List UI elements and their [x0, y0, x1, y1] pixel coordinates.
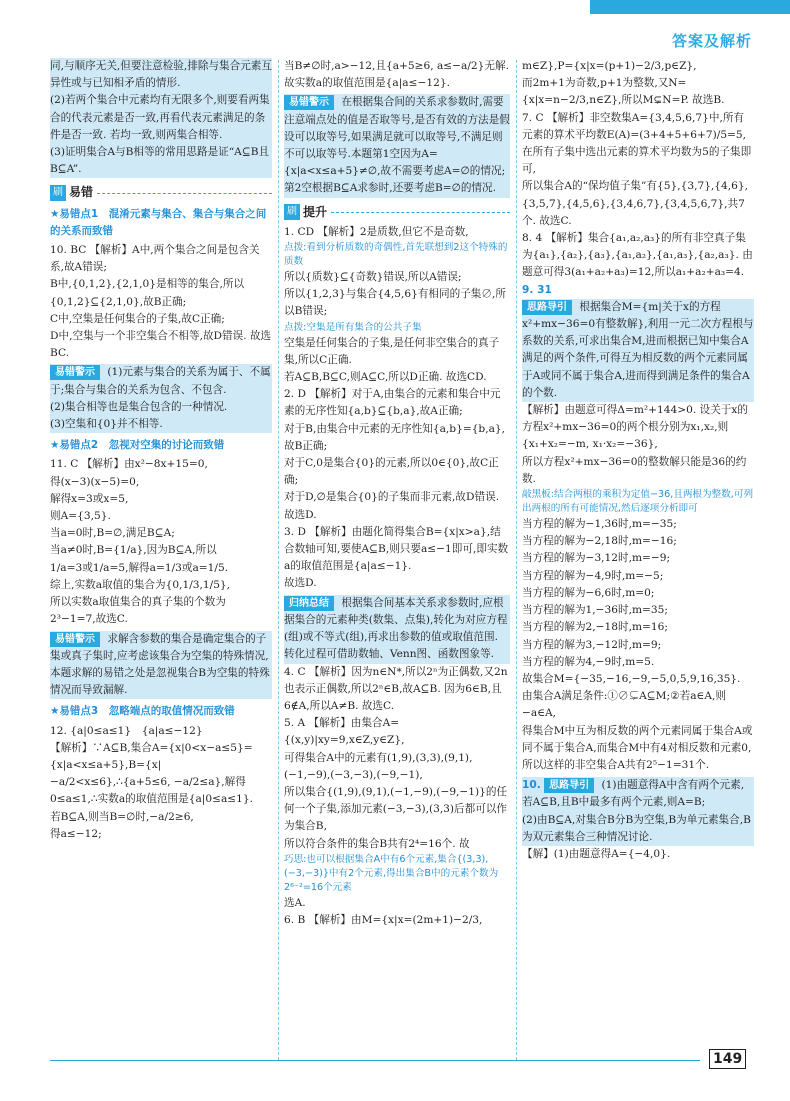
- header-ribbon: [590, 0, 790, 14]
- guide-text: (2)由B⊆A,对集合B分B为空集,B为单元素集合,B为双元素集合三种情况讨论.: [522, 813, 751, 843]
- answer-line: 在所有子集中选出元素的算术平均数为5的子集即可,: [522, 146, 752, 176]
- answer-line: 1. CD 【解析】2是质数,但它不是奇数,: [284, 225, 469, 238]
- answer-line: 11. C 【解析】由x²−8x+15=0,: [50, 458, 208, 471]
- answer-line: 则A={3,5}.: [50, 510, 111, 523]
- answer-line: 【解析】由题意可得Δ=m²+144>0. 设关于x的方程x²+mx−36=0的两个根分别为x₁,x₂,则{x₁+x₂=−m, x₁·x₂=−36},: [522, 404, 748, 451]
- answer-line: 12. {a|0≤a≤1} {a|a≤−12}: [50, 724, 203, 737]
- answer-line: 10. BC 【解析】A中,两个集合之间是包含关系,故A错误;: [50, 244, 260, 274]
- intro-paragraph: (2)若两个集合中元素均有无限多个,则要看两集合的代表元素是否一致,再看代表元素满足的条件是否一致. 若均一致,则两集合相等.: [50, 92, 272, 144]
- warning-tag: 易错警示: [50, 365, 100, 380]
- answer-line: 2³−1=7,故选C.: [50, 613, 128, 626]
- answer-line: 所以集合{(1,9),(9,1),(−1,−9),(−9,−1)}的任何一个子集,添加元素(−3,−3),(3,3)后都可以作为集合B,: [284, 785, 508, 833]
- warning-text: 求解含参数的集合是确定集合的子集或真子集时,应考虑该集合为空集的特殊情况,本题求解的易错之处是忽视集合B为空集的特殊情况而导致漏解.: [50, 632, 270, 697]
- answer-line: 当a≠0时,B={1/a},因为B⊆A,所以: [50, 544, 217, 557]
- answer-line: 故集合M={−35,−16,−9,−5,0,5,9,16,35}.: [522, 672, 741, 685]
- error-point-heading: ★易错点3 忽略端点的取值情况而致错: [50, 705, 235, 718]
- column-right: [522, 58, 754, 863]
- answer-line: 所以这样的非空集合A共有2⁵−1=31个.: [522, 758, 710, 771]
- error-warning-box: [50, 364, 272, 433]
- answer-line: 当B≠∅时,a>−12,且{a+5≥6, a≤−a/2}无解.: [284, 60, 509, 72]
- tip-note: 巧思:也可以根据集合A中有6个元素,集合{(3,3),(−3,−3)}中有2个元素,得出集合B中的元素个数为2⁶⁻²=16个元素: [284, 853, 499, 893]
- answer-line: 当方程的解为1,−36时,m=35;: [522, 604, 668, 617]
- answer-line: 故选D.: [284, 508, 317, 521]
- answer-line: 1/a=3或1/a=5,解得a=1/3或a=1/5.: [50, 561, 229, 574]
- answer-line: 得a≤−12;: [50, 827, 102, 840]
- answer-line: m∈Z},P={x|x=(p+1)−2/3,p∈Z},: [522, 60, 697, 72]
- warning-text: (1)元素与集合的关系为属于、不属于;集合与集合的关系为包含、不包含.: [50, 366, 271, 396]
- answer-line: 当方程的解为−2,18时,m=−16;: [522, 535, 677, 548]
- answer-line: 当方程的解为−1,36时,m=−35;: [522, 518, 677, 531]
- answer-line: 当方程的解为3,−12时,m=9;: [522, 638, 662, 651]
- answer-line: 可得集合A中的元素有(1,9),(3,3),(9,1),(−1,−9),(−3,−3),(−9,−1),: [284, 751, 473, 781]
- answer-line: 所以符合条件的集合B共有2⁴=16个. 故: [284, 837, 470, 850]
- summary-tag: 归纳总结: [284, 596, 334, 611]
- warning-tag: 易错警示: [284, 95, 334, 110]
- answer-line: 当方程的解为−3,12时,m=−9;: [522, 552, 671, 565]
- section-label: 易错: [69, 185, 94, 200]
- answer-line: 当a=0时,B=∅,满足B⊆A;: [50, 527, 175, 540]
- question-number: 9. 31: [522, 283, 552, 296]
- answer-line: 而2m+1为奇数,p+1为整数,又N={x|x=n−2/3,n∈Z},所以M⊊N=P. 故选B.: [522, 77, 725, 107]
- tip-note: 点拨:看到分析质数的奇偶性,首先联想到2这个特殊的质数: [284, 242, 508, 268]
- answer-line: 对于C,0是集合{0}的元素,所以0∈{0},故C正确;: [284, 457, 499, 487]
- intro-paragraph: 同,与顺序无关,但要注意检验,排除与集合元素互异性或与已知相矛盾的情形.: [50, 58, 272, 92]
- answer-line: C中,空集是任何集合的子集,故C正确;: [50, 312, 225, 325]
- tip-note: 点拨:空集是所有集合的公共子集: [284, 321, 422, 333]
- question-number: 10.: [522, 779, 541, 792]
- answer-line: 综上,实数a取值的集合为{0,1/3,1/5},: [50, 578, 231, 591]
- answer-line: 当方程的解为2,−18时,m=16;: [522, 621, 668, 634]
- error-point-heading: ★易错点1 混淆元素与集合、集合与集合之间的关系而致错: [50, 207, 267, 237]
- answer-line: 若A⊆B,B⊆C,则A⊆C,所以D正确. 故选CD.: [284, 371, 487, 384]
- column-middle: [284, 58, 510, 929]
- brush-icon: 刷: [50, 185, 66, 201]
- page-number: 149: [709, 1049, 746, 1069]
- section-rule: [97, 193, 272, 194]
- answer-line: 当方程的解为−6,6时,m=0;: [522, 586, 655, 599]
- answer-line: 解得x=3或x=5,: [50, 492, 129, 505]
- guide-box: [522, 777, 754, 846]
- error-warning-box: [50, 631, 272, 700]
- answer-line: 3. D 【解析】由题化简得集合B={x|x>a},结合数轴可知,要使A⊆B,则只要a≤−1即可,即实数a的取值范围是{a|a≤−1}.: [284, 525, 509, 573]
- answer-line: B中,{0,1,2},{2,1,0}是相等的集合,所以{0,1,2}⊆{2,1,0},故B正确;: [50, 278, 245, 308]
- answer-line: 所以实数a取值集合的真子集的个数为: [50, 596, 226, 609]
- answer-line: 所以{质数}⊆{奇数}错误,所以A错误;: [284, 271, 462, 284]
- answer-line: 【解析】∵A⊆B,集合A={x|0<x−a≤5}={x|a<x≤a+5},B={x|−a/2<x≤6},∴{a+5≤6, −a/2≤a},解得0≤a≤1,∴实数a的取值范围是{a|0≤a≤1}.: [50, 741, 254, 806]
- footer-rule: [50, 1060, 700, 1061]
- warning-text: (2)集合相等也是集合包含的一种情况.: [50, 400, 228, 413]
- guide-tag: 思路导引: [522, 300, 572, 315]
- answer-line: 对于D,∅是集合{0}的子集而非元素,故D错误.: [284, 491, 500, 504]
- answer-line: 空集是任何集合的子集,是任何非空集合的真子集,所以C正确.: [284, 336, 500, 366]
- answer-line: 选A.: [284, 896, 306, 909]
- answer-line: 【解】(1)由题意得A={−4,0}.: [522, 847, 671, 860]
- column-left: [50, 58, 272, 843]
- answer-line: 故选D.: [284, 577, 317, 590]
- summary-text: 根据集合间基本关系求参数时,应根据集合的元素种类(数集、点集),转化为对应方程(组)或不等式(组),再求出参数的值或取值范围. 转化过程可借助数轴、Venn图、函数图象等.: [284, 596, 508, 661]
- header-title: 答案及解析: [671, 32, 752, 50]
- warning-tag: 易错警示: [50, 632, 100, 647]
- answer-line: 5. A 【解析】由集合A={(x,y)|xy=9,x∈Z,y∈Z},: [284, 717, 405, 747]
- section-header-yicuo: [50, 184, 272, 201]
- answer-line: 对于B,由集合中元素的无序性知{a,b}={b,a},故B正确;: [284, 422, 506, 452]
- guide-box: [522, 299, 754, 402]
- section-label: 提升: [303, 204, 328, 219]
- answer-line: 8. 4 【解析】集合{a₁,a₂,a₃}的所有非空真子集为{a₁},{a₂},{a₃},{a₁,a₂},{a₁,a₃},{a₂,a₃}. 由题意可得3(a₁+a₂+a₃)=12,所以a₁+a₂+a₃=4.: [522, 232, 753, 279]
- answer-line: 故实数a的取值范围是{a|a≤−12}.: [284, 77, 450, 90]
- summary-box: [284, 595, 510, 664]
- intro-paragraph: (3)证明集合A与B相等的常用思路是证“A⊆B且B⊆A”.: [50, 144, 272, 178]
- tip-note: 敲黑板:结合两根的乘积为定值−36,且两根为整数,可列出两根的所有可能情况,然后逐项分析即可: [522, 489, 754, 515]
- guide-text: 根据集合M={m|关于x的方程x²+mx−36=0有整数解},利用一元二次方程根与系数的关系,可求出集合M,进而根据已知中集合A满足的两个条件,可得互为相反数的两个元素同属于A或同不属于集合A,进而得到满足条件的集合A的个数.: [522, 300, 754, 399]
- answer-line: 2. D 【解析】对于A,由集合的元素和集合中元素的无序性知{a,b}⊆{b,a},故A正确;: [284, 388, 501, 418]
- warning-text: 在根据集合间的关系求参数时,需要注意端点处的值是否取等号,是否有效的方法是假设可以取等号,如果满足就可以取等号,不满足则不可以取等号.本题第1空因为A={x|a<x≤a+5}≠∅,故不需要考虑A=∅的情况;第2空根据B⊆A求参时,还要考虑B=∅的情况.: [284, 96, 510, 195]
- answer-line: 当方程的解为4,−9时,m=5.: [522, 655, 655, 668]
- answer-line: D中,空集与一个非空集合不相等,故D错误. 故选BC.: [50, 330, 272, 360]
- answer-line: 当方程的解为−4,9时,m=−5;: [522, 569, 664, 582]
- guide-text: (1)由题意得A中含有两个元素,若A⊆B,且B中最多有两个元素,则A=B;: [522, 779, 745, 809]
- column-divider: [278, 60, 279, 1060]
- section-rule: [331, 212, 510, 213]
- answer-line: 所以{1,2,3}与集合{4,5,6}有相同的子集∅,所以B错误;: [284, 288, 506, 318]
- guide-tag: 思路导引: [544, 778, 594, 793]
- error-warning-box: [284, 94, 510, 197]
- answer-line: 7. C 【解析】非空数集A={3,4,5,6,7}中,所有元素的算术平均数E(A)=(3+4+5+6+7)/5=5,: [522, 111, 747, 141]
- page-header: [0, 0, 790, 62]
- answer-line: 若B⊆A,则当B=∅时,−a/2≥6,: [50, 810, 194, 823]
- warning-text: (3)空集和{0}并不相等.: [50, 418, 163, 431]
- answer-line: 得(x−3)(x−5)=0,: [50, 475, 140, 488]
- answer-line: 所以集合A的“保均值子集”有{5},{3,7},{4,6},{3,5,7},{4,5,6},{3,4,6,7},{3,4,5,6,7},共7个. 故选C.: [522, 180, 748, 227]
- answer-line: 4. C 【解析】因为n∈N*,所以2ⁿ为正偶数,又2n也表示正偶数,所以2ⁿ∈B,故A⊆B. 因为6∈B,且6∉A,所以A≠B. 故选C.: [284, 665, 508, 712]
- answer-line: 6. B 【解析】由M={x|x=(2m+1)−2/3,: [284, 913, 483, 926]
- brush-icon: 刷: [284, 204, 300, 220]
- answer-line: 所以方程x²+mx−36=0的整数解只能是36的约数.: [522, 455, 747, 485]
- answer-line: 得集合M中互为相反数的两个元素同属于集合A或同不属于集合A,而集合M中有4对相反数和元素0,: [522, 724, 753, 754]
- answer-line: 由集合A满足条件:①∅⊊A⊆M;②若a∈A,则−a∈A,: [522, 690, 726, 720]
- column-divider: [516, 60, 517, 1060]
- section-header-tisheng: [284, 204, 510, 221]
- error-point-heading: ★易错点2 忽视对空集的讨论而致错: [50, 439, 225, 452]
